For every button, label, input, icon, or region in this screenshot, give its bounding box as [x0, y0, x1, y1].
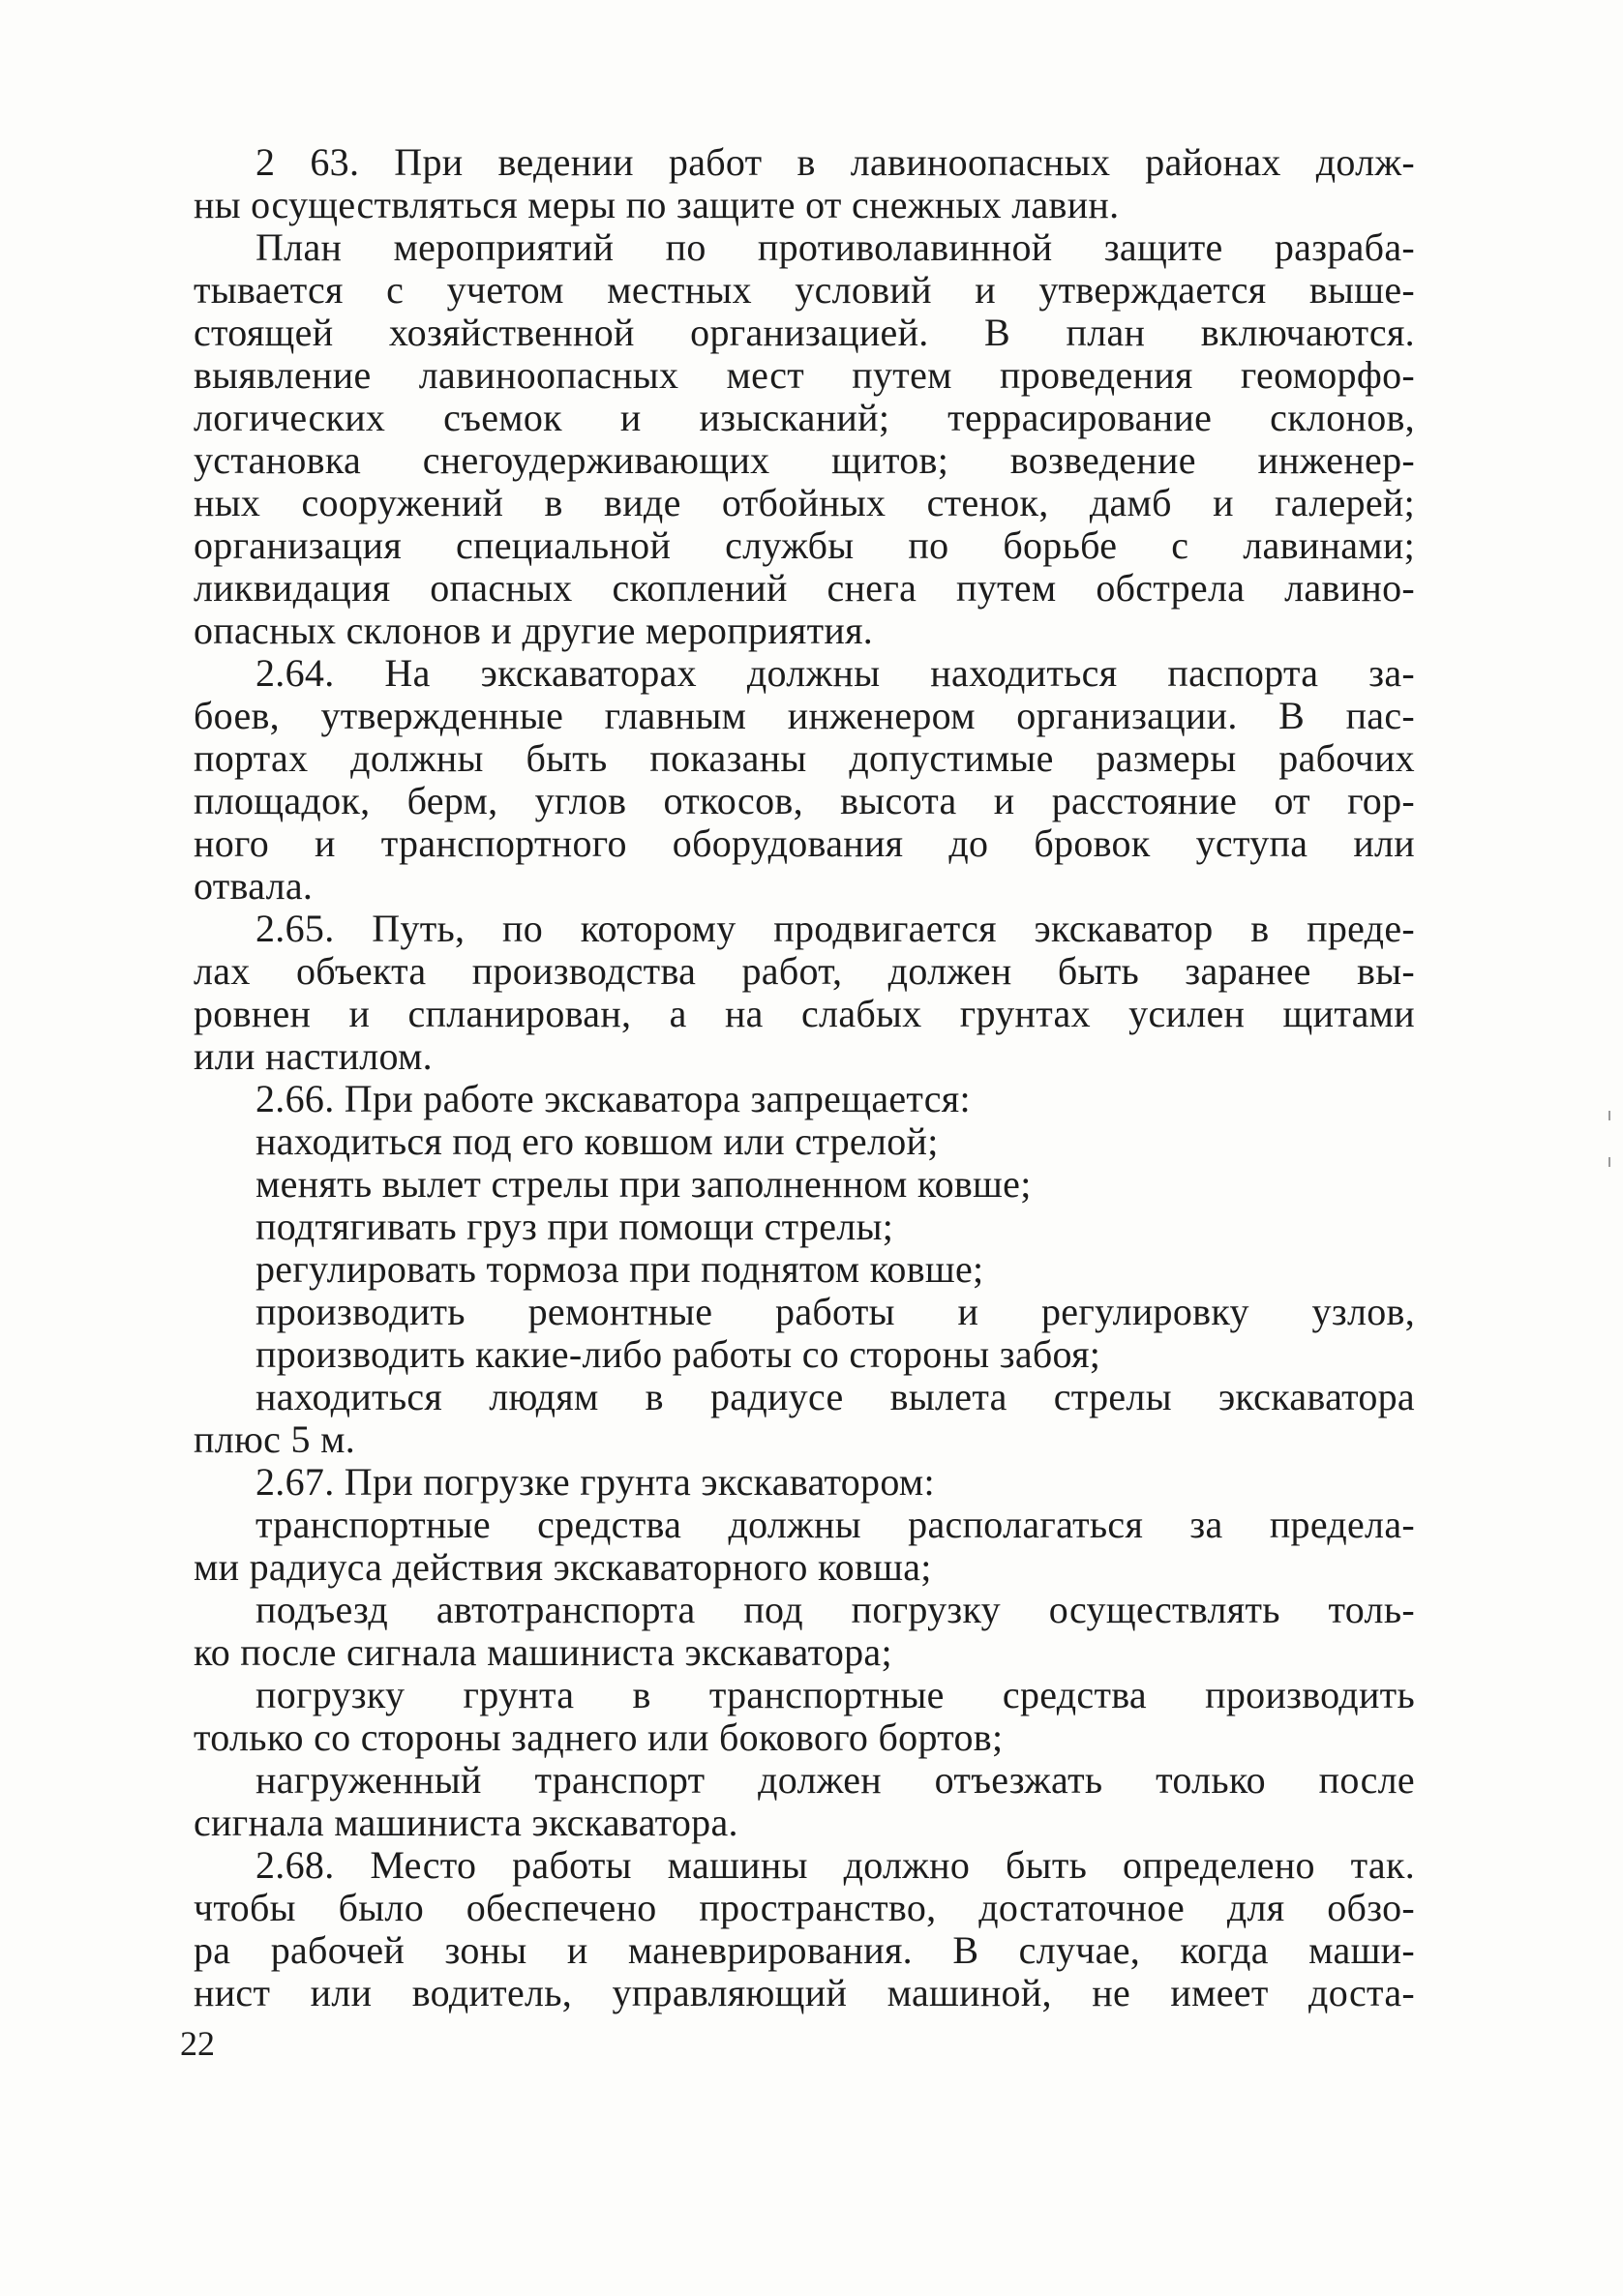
text-line: 2.64. На экскаваторах должны находиться паспорта за-: [255, 651, 1415, 695]
text-line: ны осуществляться меры по защите от снежных лавин.: [194, 183, 1120, 226]
text-line: лах объекта производства работ, должен быть заранее вы-: [194, 949, 1415, 993]
text-line: ми радиуса действия экскаваторного ковша;: [194, 1545, 932, 1589]
text-line: находиться под его ковшом или стрелой;: [255, 1119, 939, 1163]
text-line: производить ремонтные работы и регулировку узлов,: [255, 1290, 1415, 1333]
text-line: выявление лавиноопасных мест путем проведения геоморфо-: [194, 353, 1415, 397]
text-line: находиться людям в радиусе вылета стрелы экскаватора: [255, 1375, 1415, 1418]
text-line: чтобы было обеспечено пространство, достаточное для обзо-: [194, 1886, 1415, 1929]
text-line: тывается с учетом местных условий и утверждается выше-: [194, 268, 1415, 312]
text-line: ровнен и спланирован, а на слабых грунтах усилен щитами: [194, 992, 1415, 1035]
text-line: 2.68. Место работы машины должно быть определено так.: [255, 1843, 1415, 1887]
text-line: площадок, берм, углов откосов, высота и расстояние от гор-: [194, 779, 1415, 822]
text-line: План мероприятий по противолавинной защите разраба-: [255, 225, 1415, 269]
text-line: 2.65. Путь, по которому продвигается экскаватор в преде-: [255, 907, 1415, 950]
text-line: установка снегоудерживающих щитов; возведение инженер-: [194, 438, 1415, 482]
scan-speck: [1608, 1157, 1610, 1167]
text-line: ра рабочей зоны и маневрирования. В случае, когда маши-: [194, 1928, 1415, 1972]
text-line: отвала.: [194, 864, 314, 908]
text-line: логических съемок и изысканий; террасирование склонов,: [194, 396, 1415, 439]
page-number: 22: [180, 2024, 215, 2063]
text-line: менять вылет стрелы при заполненном ковше;: [255, 1162, 1032, 1206]
text-line: 2.66. При работе экскаватора запрещается:: [255, 1077, 971, 1120]
text-line: сигнала машиниста экскаватора.: [194, 1801, 738, 1844]
text-line: производить какие-либо работы со стороны забоя;: [255, 1332, 1101, 1376]
text-line: боев, утвержденные главным инженером организации. В пас-: [194, 694, 1415, 737]
text-line: ко после сигнала машиниста экскаватора;: [194, 1630, 892, 1674]
text-line: ликвидация опасных скоплений снега путем обстрела лавино-: [194, 566, 1415, 610]
text-line: стоящей хозяйственной организацией. В план включаются.: [194, 311, 1415, 354]
text-line: нагруженный транспорт должен отъезжать только после: [255, 1758, 1415, 1802]
text-line: ных сооружений в виде отбойных стенок, дамб и галерей;: [194, 481, 1415, 524]
text-line: портах должны быть показаны допустимые размеры рабочих: [194, 736, 1415, 780]
text-line: плюс 5 м.: [194, 1417, 356, 1461]
text-line: ного и транспортного оборудования до бровок уступа или: [194, 821, 1415, 865]
text-line: транспортные средства должны располагаться за предела-: [255, 1503, 1415, 1546]
text-line: только со стороны заднего или бокового бортов;: [194, 1715, 1004, 1759]
text-line: подтягивать груз при помощи стрелы;: [255, 1205, 894, 1248]
text-line: нист или водитель, управляющий машиной, не имеет доста-: [194, 1971, 1415, 2014]
text-line: организация специальной службы по борьбе с лавинами;: [194, 523, 1415, 567]
body-text: [194, 141, 1415, 2014]
text-line: погрузку грунта в транспортные средства производить: [255, 1673, 1415, 1716]
text-line: регулировать тормоза при поднятом ковше;: [255, 1247, 984, 1291]
text-line: подъезд автотранспорта под погрузку осуществлять толь-: [255, 1588, 1415, 1631]
text-line: опасных склонов и другие мероприятия.: [194, 609, 874, 652]
text-line: 2 63. При ведении работ в лавиноопасных районах долж-: [255, 140, 1415, 184]
text-line: 2.67. При погрузке грунта экскаватором:: [255, 1460, 935, 1504]
scan-speck: [1608, 1111, 1610, 1120]
text-line: или настилом.: [194, 1034, 433, 1078]
